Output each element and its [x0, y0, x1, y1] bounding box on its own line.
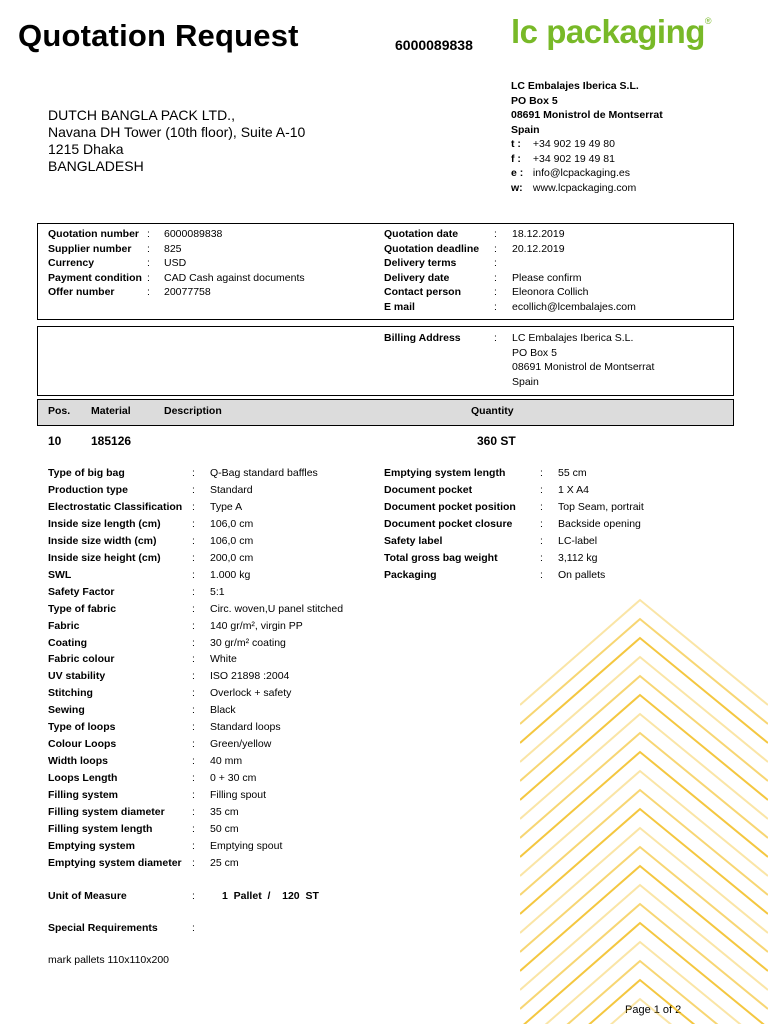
sender-line: 08691 Monistrol de Montserrat — [511, 109, 663, 121]
spec-label: Document pocket — [384, 483, 473, 496]
spec-label: Document pocket position — [384, 500, 516, 513]
info-colon: : — [494, 242, 497, 255]
spec-value: Green/yellow — [210, 738, 272, 751]
spec-label: Fabric colour — [48, 653, 115, 666]
spec-label: Type of fabric — [48, 602, 117, 615]
spec-label: Document pocket closure — [384, 517, 513, 530]
spec-value: 5:1 — [210, 585, 225, 598]
spec-colon: : — [192, 517, 195, 530]
spec-label: Production type — [48, 483, 128, 496]
spec-colon: : — [192, 619, 195, 632]
spec-colon: : — [540, 551, 543, 564]
logo-text: lc packaging — [511, 13, 705, 50]
special-requirements-label: Special Requirements — [48, 922, 158, 934]
info-label: Contact person — [384, 286, 462, 299]
spec-value: On pallets — [558, 568, 606, 581]
info-colon: : — [147, 228, 150, 240]
spec-label: Safety label — [384, 534, 443, 547]
sender-contacts — [511, 137, 636, 195]
info-value: CAD Cash against documents — [164, 271, 305, 284]
info-value: USD — [164, 257, 187, 270]
page-number: Page 1 of 2 — [625, 1004, 682, 1016]
spec-value: 3,112 kg — [558, 551, 598, 564]
spec-colon: : — [540, 534, 543, 547]
spec-colon: : — [192, 602, 195, 615]
spec-label: Type of big bag — [48, 467, 125, 479]
spec-label: Inside size length (cm) — [48, 517, 161, 530]
info-label: Offer number — [48, 286, 115, 299]
spec-value: 1.000 kg — [210, 568, 251, 581]
billing-line: Spain — [512, 375, 539, 388]
spec-label: Emptying system length — [384, 467, 506, 479]
spec-colon: : — [192, 585, 195, 598]
spec-colon: : — [192, 704, 195, 717]
addressee-line: Navana DH Tower (10th floor), Suite A-10 — [48, 124, 306, 140]
spec-colon: : — [192, 755, 195, 768]
logo-registered-mark: ® — [704, 16, 712, 26]
sender-address — [511, 79, 663, 137]
sender-line: LC Embalajes Iberica S.L. — [511, 80, 639, 92]
spec-label: Safety Factor — [48, 585, 115, 598]
spec-colon: : — [192, 500, 195, 513]
spec-colon: : — [540, 483, 543, 496]
spec-value: 0 + 30 cm — [210, 772, 257, 785]
info-value: 18.12.2019 — [512, 228, 565, 240]
info-colon: : — [147, 271, 150, 284]
spec-label: Coating — [48, 636, 88, 649]
spec-value: 1 X A4 — [558, 483, 589, 496]
info-label: Delivery terms — [384, 257, 457, 270]
spec-label: UV stability — [48, 670, 106, 683]
spec-colon: : — [192, 738, 195, 751]
spec-value: 50 cm — [210, 822, 239, 835]
spec-value: Circ. woven,U panel stitched — [210, 602, 344, 615]
spec-value: 40 mm — [210, 755, 243, 768]
spec-label: Emptying system — [48, 839, 135, 852]
info-colon: : — [147, 286, 150, 299]
info-label: Quotation deadline — [384, 242, 480, 255]
spec-value: 35 cm — [210, 806, 239, 818]
spec-label: Sewing — [48, 704, 85, 717]
email-key: e : — [511, 167, 524, 179]
item-material: 185126 — [91, 434, 132, 448]
spec-label: Colour Loops — [48, 738, 117, 751]
spec-label: Width loops — [48, 755, 108, 768]
spec-label: Stitching — [48, 687, 93, 700]
info-label: Quotation date — [384, 228, 459, 240]
info-value: ecollich@lcembalajes.com — [512, 301, 636, 313]
info-colon: : — [494, 271, 497, 284]
unit-of-measure-label: Unit of Measure — [48, 890, 127, 902]
info-colon: : — [147, 257, 150, 270]
spec-label: Inside size width (cm) — [48, 534, 157, 547]
info-colon: : — [494, 228, 497, 240]
spec-colon: : — [192, 636, 195, 649]
info-value: 20.12.2019 — [512, 242, 565, 255]
fax-key: f : — [511, 152, 521, 165]
spec-label: Emptying system diameter — [48, 856, 182, 869]
spec-label: Electrostatic Classification — [48, 500, 183, 513]
fax-line — [511, 152, 636, 167]
info-label: Quotation number — [48, 228, 139, 240]
header-material: Material — [91, 405, 131, 417]
sender-line: Spain — [511, 123, 540, 136]
spec-colon: : — [192, 772, 195, 785]
spec-value: 55 cm — [558, 467, 587, 479]
billing-label: Billing Address — [384, 332, 461, 344]
item-quantity: 360 ST — [477, 434, 516, 448]
addressee-block — [48, 107, 305, 175]
spec-colon: : — [192, 687, 195, 700]
stripe-line — [520, 999, 768, 1024]
billing-line: PO Box 5 — [512, 346, 557, 359]
phone-key: t : — [511, 138, 521, 150]
phone-line — [511, 137, 636, 152]
info-value: 6000089838 — [164, 228, 223, 240]
info-value: 20077758 — [164, 286, 211, 299]
info-value: 825 — [164, 242, 182, 255]
spec-colon: : — [540, 500, 543, 513]
website-line — [511, 181, 636, 196]
unit-of-measure-value: 1 Pallet / 120 ST — [222, 890, 319, 902]
billing-colon: : — [494, 332, 497, 344]
spec-label: Filling system length — [48, 822, 153, 835]
spec-colon: : — [540, 568, 543, 581]
addressee-line: BANGLADESH — [48, 158, 144, 174]
stripe-line — [520, 600, 768, 705]
spec-colon: : — [192, 551, 195, 564]
spec-colon: : — [192, 670, 195, 683]
spec-colon: : — [192, 839, 195, 852]
spec-colon: : — [192, 467, 195, 479]
addressee-line: DUTCH BANGLA PACK LTD., — [48, 107, 235, 123]
spec-colon: : — [192, 789, 195, 802]
billing-line: 08691 Monistrol de Montserrat — [512, 361, 655, 374]
addressee-line: 1215 Dhaka — [48, 141, 124, 157]
info-colon: : — [494, 286, 497, 299]
spec-label: SWL — [48, 568, 72, 581]
spec-label: Type of loops — [48, 721, 116, 734]
spec-colon: : — [192, 653, 195, 666]
spec-value: Top Seam, portrait — [558, 500, 644, 513]
spec-value: Overlock + safety — [210, 687, 292, 700]
spec-value: 106,0 cm — [210, 517, 254, 530]
spec-value: LC-label — [558, 534, 598, 547]
spec-value: Standard — [210, 483, 253, 496]
info-value: Eleonora Collich — [512, 286, 589, 299]
spec-value: 200,0 cm — [210, 551, 254, 564]
spec-value: Type A — [210, 500, 243, 513]
phone-value: +34 902 19 49 80 — [532, 138, 615, 150]
item-pos: 10 — [48, 434, 62, 448]
spec-label: Fabric — [48, 619, 80, 632]
billing-line: LC Embalajes Iberica S.L. — [512, 332, 634, 344]
billing-address — [512, 331, 654, 389]
info-colon: : — [147, 242, 150, 255]
spec-label: Packaging — [384, 568, 437, 581]
spec-colon: : — [192, 568, 195, 581]
spec-value: Emptying spout — [210, 839, 283, 852]
quotation-number-header: 6000089838 — [395, 37, 473, 53]
info-label: Currency — [48, 257, 95, 270]
info-colon: : — [494, 257, 497, 270]
spec-colon: : — [192, 534, 195, 547]
info-colon: : — [494, 301, 497, 313]
spec-value: Standard loops — [210, 721, 281, 734]
spec-value: 106,0 cm — [210, 534, 254, 547]
spec-colon: : — [192, 856, 195, 869]
spec-colon: : — [540, 517, 543, 530]
email-value[interactable]: info@lcpackaging.es — [532, 167, 630, 179]
fax-value: +34 902 19 49 81 — [532, 152, 615, 165]
spec-colon: : — [192, 721, 195, 734]
header-description: Description — [164, 405, 222, 417]
spec-colon: : — [192, 483, 195, 496]
special-requirements-colon: : — [192, 922, 195, 934]
header-pos: Pos. — [48, 405, 71, 417]
spec-value: White — [210, 653, 237, 666]
header-quantity: Quantity — [471, 405, 514, 417]
spec-label: Total gross bag weight — [384, 551, 498, 564]
spec-label: Loops Length — [48, 772, 118, 785]
spec-value: Filling spout — [210, 789, 267, 802]
spec-value: 25 cm — [210, 856, 239, 869]
info-label: Delivery date — [384, 271, 450, 284]
email-line — [511, 166, 636, 181]
sender-line: PO Box 5 — [511, 94, 558, 107]
website-value[interactable]: www.lcpackaging.com — [532, 181, 637, 194]
info-value: Please confirm — [512, 271, 582, 284]
website-key: w: — [511, 181, 523, 194]
spec-value: ISO 21898 :2004 — [210, 670, 290, 683]
spec-value: 30 gr/m² coating — [210, 636, 286, 649]
spec-colon: : — [192, 806, 195, 818]
spec-label: Inside size height (cm) — [48, 551, 161, 564]
info-label: Payment condition — [48, 271, 142, 284]
spec-colon: : — [192, 822, 195, 835]
spec-value: 140 gr/m², virgin PP — [210, 619, 303, 632]
info-label: E mail — [384, 301, 415, 313]
spec-label: Filling system — [48, 789, 119, 802]
unit-of-measure-colon: : — [192, 890, 195, 902]
table-header — [37, 399, 734, 426]
spec-value: Black — [210, 704, 236, 717]
page-title: Quotation Request — [18, 18, 299, 53]
decorative-stripes — [520, 590, 768, 1024]
info-label: Supplier number — [48, 242, 132, 255]
spec-colon: : — [540, 467, 543, 479]
company-logo — [511, 12, 721, 52]
spec-value: Backside opening — [558, 517, 641, 530]
spec-value: Q-Bag standard baffles — [210, 467, 318, 479]
spec-label: Filling system diameter — [48, 806, 165, 818]
note-text: mark pallets 110x110x200 — [48, 954, 170, 966]
